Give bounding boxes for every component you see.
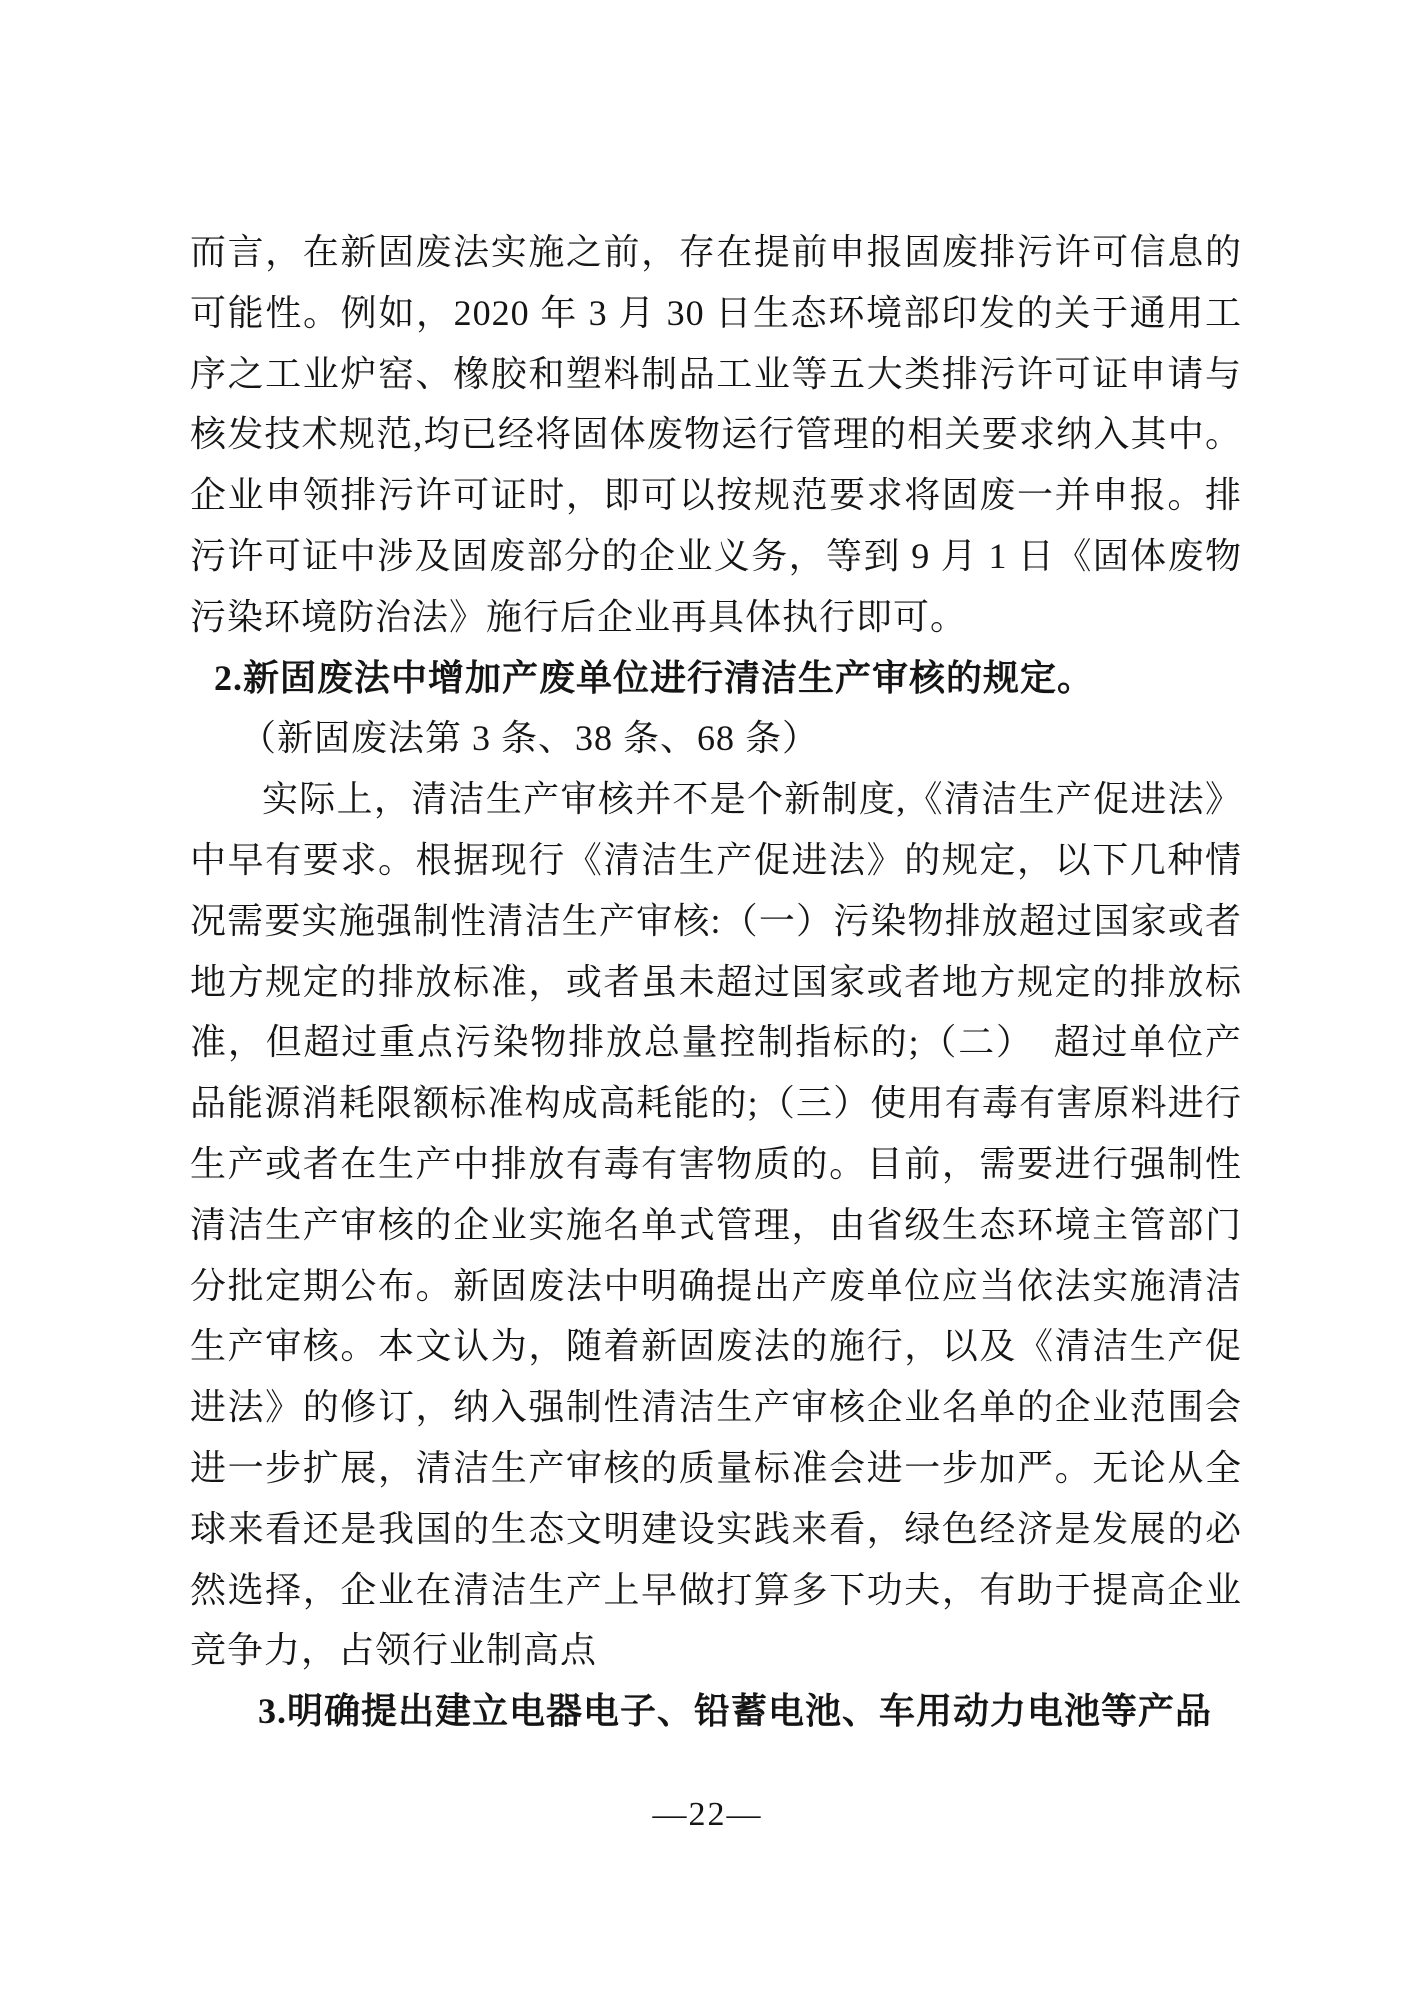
body-line: 然选择，企业在清洁生产上早做打算多下功夫，有助于提高企业 (190, 1569, 1242, 1610)
law-articles-reference: （新固废法第 3 条、38 条、68 条） (240, 718, 820, 759)
section-heading-3: 3.明确提出建立电器电子、铅蓄电池、车用动力电池等产品 (258, 1691, 1213, 1732)
body-line: 序之工业炉窑、橡胶和塑料制品工业等五大类排污许可证申请与 (190, 353, 1242, 394)
body-line: 分批定期公布。新固废法中明确提出产废单位应当依法实施清洁 (190, 1265, 1242, 1306)
body-line: 核发技术规范,均已经将固体废物运行管理的相关要求纳入其中。 (190, 414, 1242, 455)
body-line: 生产审核。本文认为，随着新固废法的施行，以及《清洁生产促 (190, 1326, 1242, 1367)
section-heading-2: 2.新固废法中增加产废单位进行清洁生产审核的规定。 (214, 657, 1095, 698)
body-line: 地方规定的排放标准，或者虽未超过国家或者地方规定的排放标 (190, 961, 1242, 1002)
body-line-paragraph-end: 竞争力，占领行业制高点 (190, 1630, 598, 1671)
body-line: 进法》的修订，纳入强制性清洁生产审核企业名单的企业范围会 (190, 1387, 1242, 1428)
page-number: —22— (652, 1796, 763, 1833)
body-line: 准，但超过重点污染物排放总量控制指标的;（二） 超过单位产 (190, 1022, 1242, 1063)
body-line-paragraph-start: 实际上，清洁生产审核并不是个新制度,《清洁生产促进法》 (262, 779, 1242, 820)
body-line-paragraph-end: 污染环境防治法》施行后企业再具体执行即可。 (190, 596, 968, 637)
body-line: 可能性。例如，2020 年 3 月 30 日生态环境部印发的关于通用工 (190, 292, 1242, 333)
body-line: 品能源消耗限额标准构成高耗能的;（三）使用有毒有害原料进行 (190, 1083, 1242, 1124)
text-block (190, 222, 1242, 1742)
body-line: 中早有要求。根据现行《清洁生产促进法》的规定，以下几种情 (190, 839, 1242, 880)
body-line: 企业申领排污许可证时，即可以按规范要求将固废一并申报。排 (190, 475, 1242, 516)
body-line: 进一步扩展，清洁生产审核的质量标准会进一步加严。无论从全 (190, 1447, 1242, 1488)
body-line: 而言，在新固废法实施之前，存在提前申报固废排污许可信息的 (190, 232, 1242, 272)
body-line: 生产或者在生产中排放有毒有害物质的。目前，需要进行强制性 (190, 1143, 1242, 1184)
body-line: 球来看还是我国的生态文明建设实践来看，绿色经济是发展的必 (190, 1508, 1242, 1549)
body-line: 况需要实施强制性清洁生产审核:（一）污染物排放超过国家或者 (190, 900, 1242, 941)
body-line: 清洁生产审核的企业实施名单式管理，由省级生态环境主管部门 (190, 1204, 1242, 1245)
body-line: 污许可证中涉及固废部分的企业义务，等到 9 月 1 日《固体废物 (190, 535, 1242, 576)
